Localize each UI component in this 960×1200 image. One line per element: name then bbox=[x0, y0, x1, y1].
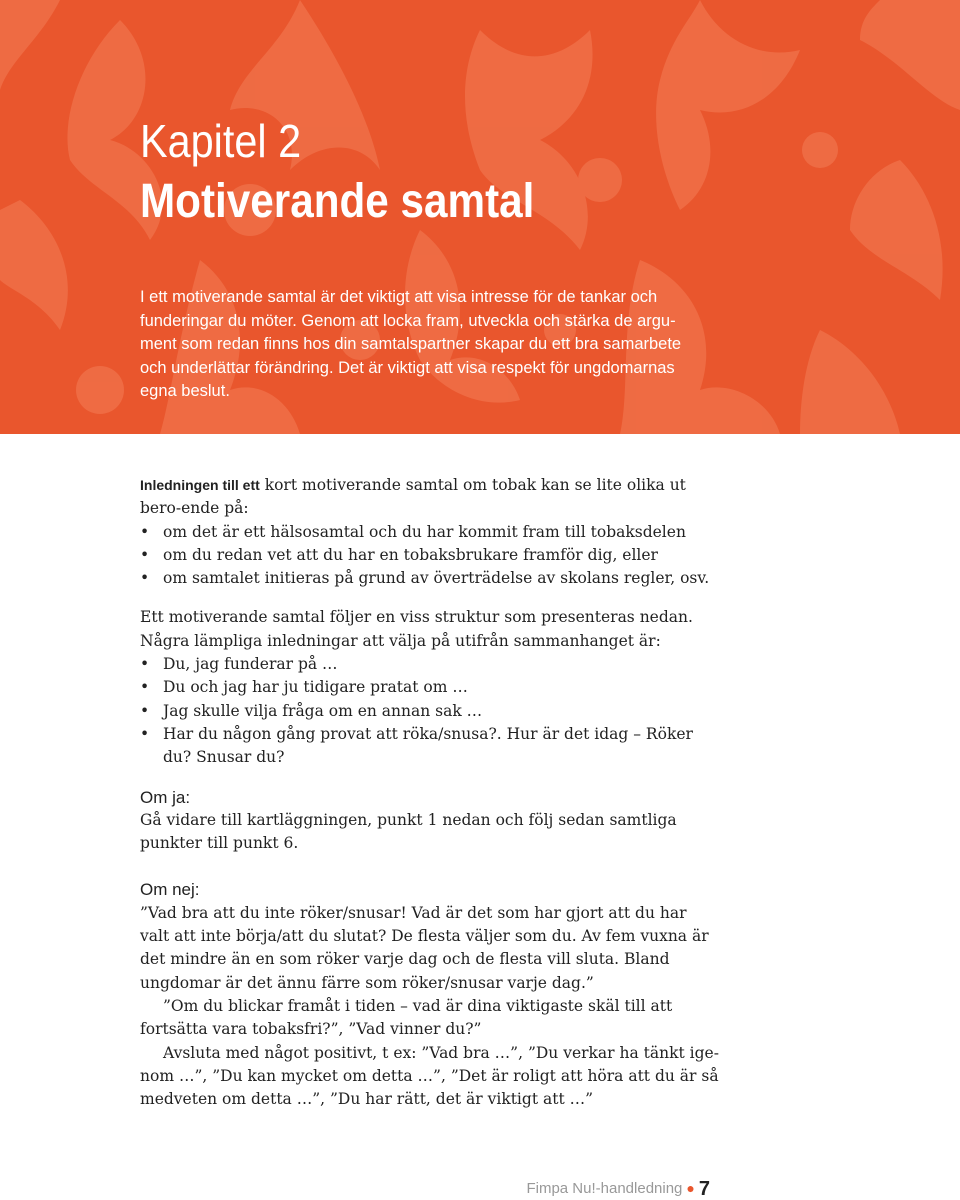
list-item: • om samtalet initieras på grund av överträdelse av skolans regler, osv. bbox=[140, 567, 720, 590]
list-item: • om du redan vet att du har en tobaksbrukare framför dig, eller bbox=[140, 544, 720, 567]
heading-yes: Om ja: bbox=[140, 787, 191, 807]
intro-line: funderingar du möter. Genom att locka fram, utveckla och stärka de argu- bbox=[140, 311, 676, 330]
list-item: • om det är ett hälsosamtal och du har kommit fram till tobaksdelen bbox=[140, 521, 720, 544]
list-item: • Du och jag har ju tidigare pratat om … bbox=[140, 676, 720, 699]
intro-line: ment som redan finns hos din samtalspartner skapar du ett bra samarbete bbox=[140, 335, 682, 353]
intro-line: I ett motiverande samtal är det viktigt att visa intresse för de tankar och bbox=[140, 288, 658, 306]
list-item: • Du, jag funderar på … bbox=[140, 653, 720, 676]
lead-bold: Inledningen till ett bbox=[140, 477, 260, 493]
context-list bbox=[140, 521, 720, 591]
intro-line: egna beslut. bbox=[140, 382, 230, 400]
heading-no: Om nej: bbox=[140, 880, 200, 900]
lead-paragraph bbox=[140, 474, 720, 521]
structure-paragraph: Ett motiverande samtal följer en viss struktur som presenteras nedan. Några lämpliga inledningar att välja på utifrån sammanhanget är: bbox=[140, 608, 693, 650]
chapter-banner bbox=[0, 0, 960, 434]
footer-bullet-icon: ● bbox=[686, 1180, 695, 1196]
no-paragraph-3: Avsluta med något positivt, t ex: ”Vad bra …”, ”Du verkar ha tänkt ige-nom …”, ”Du kan mycket om detta …”, ”Det är roligt att höra att du är så medveten om detta …”, ”Du har rätt, det är viktigt att …” bbox=[140, 1043, 719, 1109]
chapter-label: Kapitel 2 bbox=[140, 115, 302, 167]
intro-line: och underlättar förändring. Det är viktigt att visa respekt för ungdomarnas bbox=[140, 358, 675, 377]
chapter-heading bbox=[140, 112, 588, 234]
list-item: • Har du någon gång provat att röka/snusa?. Hur är det idag – Röker du? Snusar du? bbox=[140, 723, 720, 770]
opening-lines-list bbox=[140, 653, 720, 769]
publication-name: Fimpa Nu!-handledning bbox=[526, 1180, 683, 1197]
intro-paragraph bbox=[140, 286, 760, 404]
list-item: • Jag skulle vilja fråga om en annan sak … bbox=[140, 700, 720, 723]
page-footer bbox=[526, 1176, 710, 1199]
body-text bbox=[140, 474, 720, 1111]
no-paragraph-1: ”Vad bra att du inte röker/snusar! Vad är det som har gjort att du har valt att inte börja/att du slutat? De flesta väljer som du. Av fem vuxna är det mindre än en som röker varje dag och de flesta vill sluta. Bland ungdomar är det ännu färre som röker/snusar varje dag.” bbox=[140, 903, 709, 992]
page-number: 7 bbox=[698, 1178, 710, 1200]
chapter-title: Motiverande samtal bbox=[140, 175, 535, 228]
no-paragraph-2: ”Om du blickar framåt i tiden – vad är dina viktigaste skäl till att fortsätta vara tobaksfri?”, ”Vad vinner du?” bbox=[140, 996, 673, 1039]
lead-rest: kort motiverande samtal om tobak kan se lite olika ut bero-ende på: bbox=[140, 476, 686, 518]
yes-paragraph: Gå vidare till kartläggningen, punkt 1 nedan och följ sedan samtliga punkter till punkt 6. bbox=[140, 810, 677, 853]
